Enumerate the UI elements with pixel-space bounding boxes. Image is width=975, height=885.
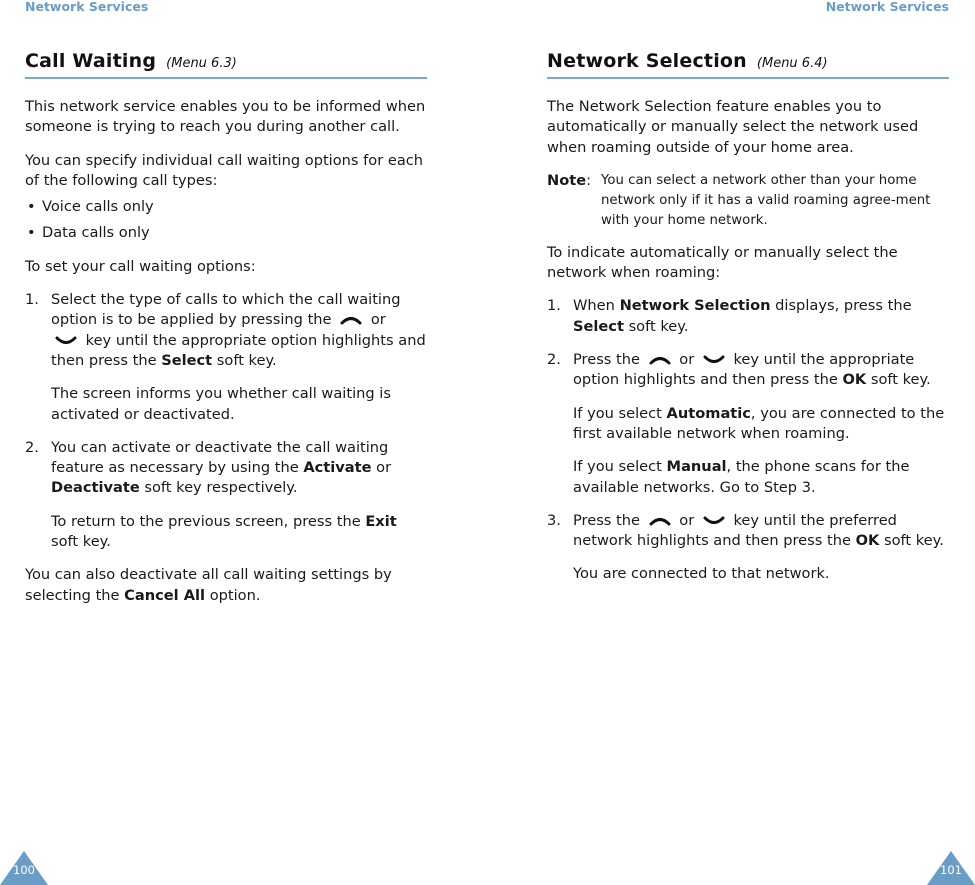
section-heading: [547, 50, 949, 79]
step-2-note: To return to the previous screen, press the Exit soft key.: [51, 512, 397, 551]
note-label: Note:: [547, 171, 592, 189]
manual-note: If you select Manual, the phone scans for the available networks. Go to Step 3.: [573, 458, 910, 496]
right-page: [547, 0, 949, 885]
section-body: [547, 97, 949, 598]
automatic-note: If you select Automatic, you are connected to the first available network when roaming.: [573, 404, 945, 442]
step-2: 2. Press the or key until the appropriate option highlights and then press the OK soft key.: [547, 351, 931, 389]
to-set-paragraph: To set your call waiting options:: [25, 257, 256, 275]
specify-paragraph: You can specify individual call waiting options for each of the following call types:: [25, 151, 424, 189]
menu-reference: (Menu 6.4): [756, 56, 828, 71]
note: [547, 171, 949, 231]
step-3-note: You are connected to that network.: [573, 565, 830, 583]
bullet-icon: •: [27, 198, 36, 216]
step-1-note: The screen informs you whether call waiting is activated or deactivated.: [51, 385, 391, 423]
section-body: [25, 97, 427, 619]
page-number-badge: [0, 850, 48, 885]
to-indicate-paragraph: To indicate automatically or manually select the network when roaming:: [547, 243, 898, 282]
page-number: 100: [13, 863, 35, 877]
step-number: 2.: [547, 351, 561, 369]
step-1: 1. Select the type of calls to which the call waiting option is to be applied by pressing the or key until the appropriate option highlights and then press the Select soft key.: [25, 291, 426, 369]
page-number-badge: [927, 850, 975, 885]
up-key-icon: [645, 516, 675, 526]
menu-reference: (Menu 6.3): [166, 56, 237, 71]
step-2: 2. You can activate or deactivate the call waiting feature as necessary by using the Activate or Deactivate soft key respectively.: [25, 438, 392, 497]
step-number: 1.: [25, 291, 39, 309]
intro-paragraph: This network service enables you to be informed when someone is trying to reach you during another call.: [25, 98, 426, 136]
running-header: Network Services: [825, 0, 949, 14]
step-number: 2.: [25, 438, 39, 456]
list-item: • Voice calls only: [25, 197, 427, 217]
up-key-icon: [645, 355, 675, 365]
section-heading: [25, 50, 427, 79]
bullet-icon: •: [27, 224, 36, 242]
step-number: 3.: [547, 511, 561, 529]
left-page: [25, 0, 427, 885]
down-key-icon: [699, 516, 729, 526]
list-item: • Data calls only: [25, 223, 427, 243]
section-title: Network Selection: [547, 50, 747, 72]
down-key-icon: [699, 355, 729, 365]
final-paragraph: You can also deactivate all call waiting settings by selecting the Cancel All option.: [25, 566, 392, 604]
page-number: 101: [940, 863, 962, 877]
down-key-icon: [51, 336, 81, 346]
section-title: Call Waiting: [25, 50, 157, 72]
step-1: 1. When Network Selection displays, press the Select soft key.: [547, 297, 912, 335]
up-key-icon: [336, 315, 366, 325]
intro-paragraph: The Network Selection feature enables you to automatically or manually select the network used when roaming outside of your home area.: [547, 98, 919, 156]
step-3: 3. Press the or key until the preferred network highlights and then press the OK soft key.: [547, 511, 944, 550]
note-text: You can select a network other than your home network only if it has a valid roaming agree-ment with your home network.: [601, 172, 931, 228]
running-header: Network Services: [25, 0, 149, 14]
step-number: 1.: [547, 297, 561, 315]
